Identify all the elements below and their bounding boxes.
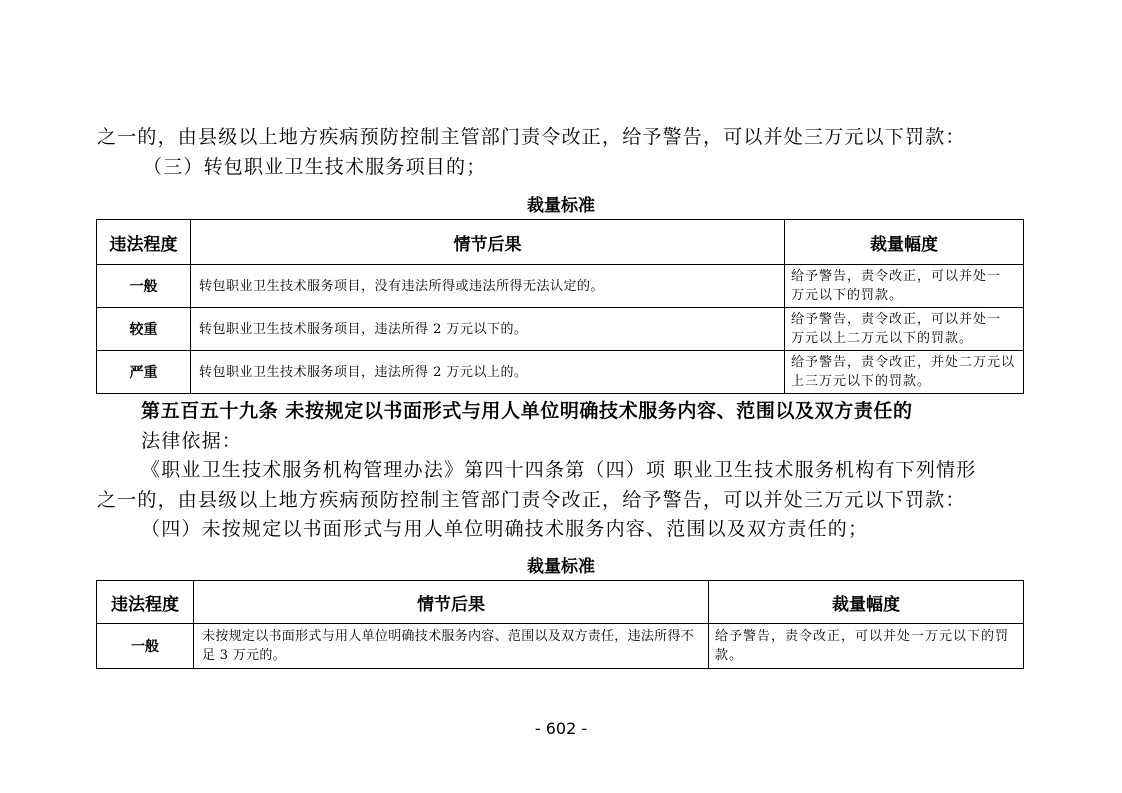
table1-caption: 裁量标准	[527, 196, 595, 216]
table1-row2-level: 较重	[97, 308, 191, 351]
table2-caption: 裁量标准	[527, 557, 595, 577]
table1-row1-level: 一般	[97, 265, 191, 308]
page-number: - 602 -	[534, 719, 588, 738]
table2-header-level: 违法程度	[97, 581, 194, 624]
item-four-line: （四）未按规定以书面形式与用人单位明确技术服务内容、范围以及双方责任的；	[141, 518, 869, 540]
table1-header-penalty: 裁量幅度	[785, 220, 1024, 265]
item-three-line: （三）转包职业卫生技术服务项目的；	[143, 156, 487, 178]
basis-label: 法律依据：	[141, 430, 243, 452]
penalty-standard-table-2	[96, 580, 1024, 669]
table2-header-consequence: 情节后果	[194, 581, 709, 624]
table1-row1-penalty: 给予警告，责令改正，可以并处一 万元以下的罚款。	[785, 265, 1024, 308]
table-row	[97, 308, 1024, 351]
table2-row1-level: 一般	[97, 624, 194, 669]
table1-row3-consequence: 转包职业卫生技术服务项目，违法所得 2 万元以上的。	[191, 351, 785, 394]
table-row	[97, 624, 1024, 669]
continuation-line: 之一的，由县级以上地方疾病预防控制主管部门责令改正，给予警告，可以并处三万元以下罚款：	[97, 126, 966, 148]
table2-header-row	[97, 581, 1024, 624]
table2-row1-consequence: 未按规定以书面形式与用人单位明确技术服务内容、范围以及双方责任，违法所得不足 3 万元的。	[194, 624, 709, 669]
table1-header-row	[97, 220, 1024, 265]
article-title: 第五百五十九条 未按规定以书面形式与用人单位明确技术服务内容、范围以及双方责任的	[141, 400, 913, 422]
table1-row3-penalty: 给予警告，责令改正，并处二万元以上三万元以下的罚款。	[785, 351, 1024, 394]
table1-row1-consequence: 转包职业卫生技术服务项目，没有违法所得或违法所得无法认定的。	[191, 265, 785, 308]
basis-line-2: 之一的，由县级以上地方疾病预防控制主管部门责令改正，给予警告，可以并处三万元以下罚款：	[97, 489, 966, 511]
table-row	[97, 351, 1024, 394]
basis-line-1: 《职业卫生技术服务机构管理办法》第四十四条第（四）项 职业卫生技术服务机构有下列情形	[141, 459, 977, 481]
table-row	[97, 265, 1024, 308]
table1-header-level: 违法程度	[97, 220, 191, 265]
table1-row2-consequence: 转包职业卫生技术服务项目，违法所得 2 万元以下的。	[191, 308, 785, 351]
table2-row1-penalty: 给予警告，责令改正，可以并处一万元以下的罚款。	[709, 624, 1024, 669]
table1-row3-level: 严重	[97, 351, 191, 394]
table2-header-penalty: 裁量幅度	[709, 581, 1024, 624]
penalty-standard-table-1	[96, 219, 1024, 394]
table1-row2-penalty: 给予警告，责令改正，可以并处一 万元以上二万元以下的罚款。	[785, 308, 1024, 351]
table1-header-consequence: 情节后果	[191, 220, 785, 265]
